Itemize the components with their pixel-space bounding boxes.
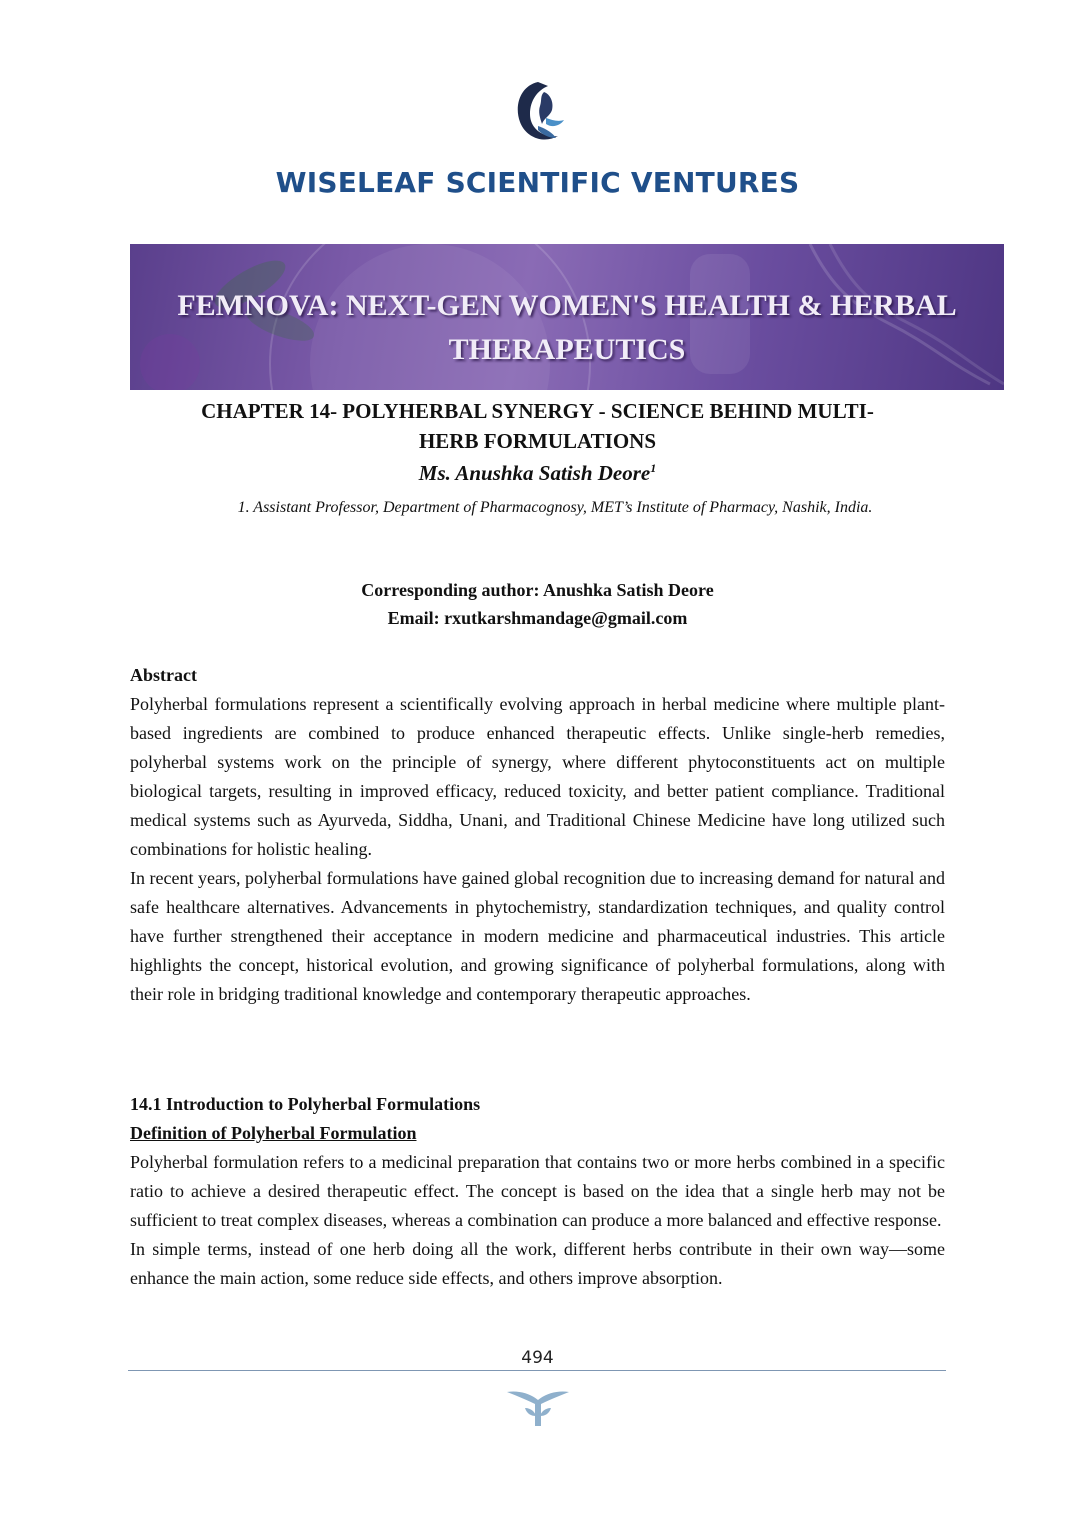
author-superscript: 1	[650, 461, 657, 475]
abstract-section	[130, 661, 945, 1009]
book-title-banner	[130, 244, 1004, 390]
section-heading: 14.1 Introduction to Polyherbal Formulations	[130, 1094, 481, 1114]
chapter-title-line2: HERB FORMULATIONS	[418, 429, 657, 453]
leaf-mark-icon	[505, 1386, 571, 1428]
author-name	[0, 461, 1075, 486]
footer-mark	[505, 1386, 571, 1433]
footer-divider	[128, 1370, 946, 1371]
author-name-text: Ms. Anushka Satish Deore	[418, 461, 651, 485]
abstract-heading: Abstract	[130, 665, 197, 685]
corresponding-block	[0, 576, 1075, 632]
introduction-section	[130, 1090, 945, 1293]
section-paragraph-2: In simple terms, instead of one herb doing all the work, different herbs contribute in their own way—some enhance the main action, some reduce side effects, and others improve absorption.	[130, 1239, 945, 1288]
wiseleaf-logo-icon	[508, 78, 568, 148]
corresponding-author: Corresponding author: Anushka Satish Deore	[361, 580, 714, 600]
section-paragraph-1: Polyherbal formulation refers to a medicinal preparation that contains two or more herbs combined in a specific ratio to achieve a desired therapeutic effect. The concept is based on the idea that a single herb may not be sufficient to treat complex diseases, whereas a combination can produce a more balanced and effective response.	[130, 1152, 945, 1230]
section-subheading: Definition of Polyherbal Formulation	[130, 1123, 417, 1143]
abstract-paragraph-1: Polyherbal formulations represent a scientifically evolving approach in herbal medicine where multiple plant-based ingredients are combined to produce enhanced therapeutic effects. Unlike single-herb remedies, polyherbal systems work on the principle of synergy, where different phytoconstituents act on multiple biological targets, resulting in improved efficacy, reduced toxicity, and better patient compliance. Traditional medical systems such as Ayurveda, Siddha, Unani, and Traditional Chinese Medicine have long utilized such combinations for holistic healing.	[130, 694, 945, 859]
chapter-title	[120, 396, 955, 456]
corresponding-email: Email: rxutkarshmandage@gmail.com	[387, 608, 688, 628]
abstract-paragraph-2: In recent years, polyherbal formulations have gained global recognition due to increasing demand for natural and safe healthcare alternatives. Advancements in phytochemistry, standardization techniques, and quality control have further strengthened their acceptance in modern medicine and pharmaceutical industries. This article highlights the concept, historical evolution, and growing significance of polyherbal formulations, along with their role in bridging traditional knowledge and contemporary therapeutic approaches.	[130, 868, 945, 1004]
chapter-title-line1: CHAPTER 14- POLYHERBAL SYNERGY - SCIENCE BEHIND MULTI-	[201, 399, 874, 423]
page-number: 494	[521, 1348, 554, 1368]
publisher-logo	[0, 78, 1075, 148]
author-affiliation: 1. Assistant Professor, Department of Pharmacognosy, MET’s Institute of Pharmacy, Nashik, India.	[237, 499, 873, 516]
book-title: FEMNOVA: NEXT-GEN WOMEN'S HEALTH & HERBAL THERAPEUTICS	[177, 289, 957, 366]
publisher-name: WISELEAF SCIENTIFIC VENTURES	[275, 166, 800, 199]
